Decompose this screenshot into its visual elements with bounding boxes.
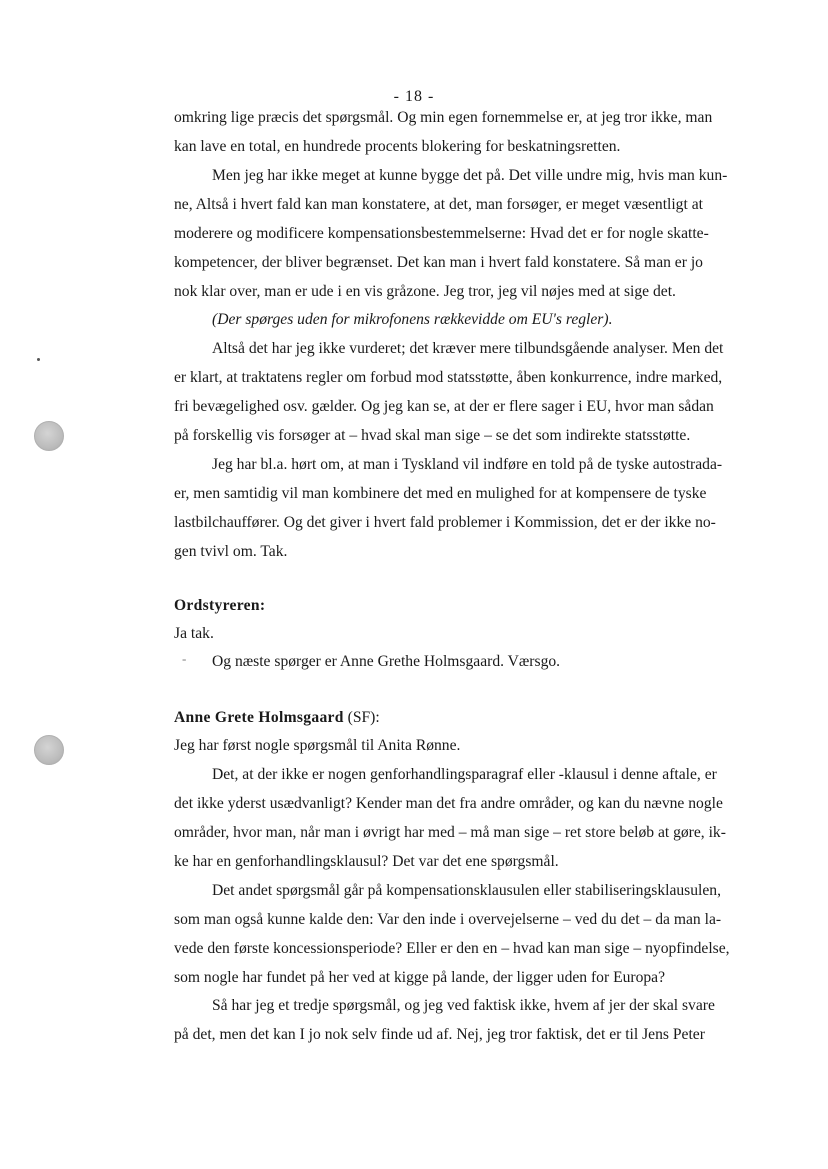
margin-mark: - (182, 651, 187, 666)
speaker-heading (174, 708, 380, 728)
stage-direction: (Der spørges uden for mikrofonens rækkevidde om EU's regler). (212, 311, 613, 328)
text-line: Det, at der ikke er nogen genforhandlingsparagraf eller -klausul i denne aftale, er (212, 766, 717, 783)
text-line: som nogle har fundet på her ved at kigge på lande, der ligger uden for Europa? (174, 969, 666, 986)
text-line: Så har jeg et tredje spørgsmål, og jeg ved faktisk ikke, hvem af jer der skal svare (212, 997, 715, 1014)
text-line: kompetencer, der bliver begrænset. Det kan man i hvert fald konstatere. Så man er jo (174, 254, 703, 271)
text-line: Det andet spørgsmål går på kompensationsklausulen eller stabiliseringsklausulen, (212, 882, 721, 899)
speaker-name: Anne Grete Holmsgaard (174, 709, 344, 726)
text-line: på det, men det kan I jo nok selv finde ud af. Nej, jeg tror faktisk, det er til Jens Peter (174, 1026, 705, 1043)
text-line: Jeg har først nogle spørgsmål til Anita Rønne. (174, 737, 461, 754)
text-line: nok klar over, man er ude i en vis gråzone. Jeg tror, jeg vil nøjes med at sige det. (174, 283, 676, 300)
text-line: er, men samtidig vil man kombinere det med en mulighed for at kompensere de tyske (174, 485, 707, 502)
text-line: Og næste spørger er Anne Grethe Holmsgaard. Værsgo. (212, 653, 561, 670)
text-line: ke har en genforhandlingsklausul? Det var det ene spørgsmål. (174, 853, 559, 870)
scan-speck (37, 358, 40, 361)
page-number: - 18 - (393, 88, 435, 105)
text-line: Ja tak. (174, 625, 214, 642)
text-line: det ikke yderst usædvanligt? Kender man det fra andre områder, og kan du nævne nogle (174, 795, 723, 812)
text-line: fri bevægelighed osv. gælder. Og jeg kan se, at der er flere sager i EU, hvor man sådan (174, 398, 714, 415)
text-line: områder, hvor man, når man i øvrigt har med – må man sige – ret store beløb at gøre, ik- (174, 824, 726, 841)
text-line: Jeg har bl.a. hørt om, at man i Tyskland vil indføre en told på de tyske autostrada- (212, 456, 723, 473)
text-line: Men jeg har ikke meget at kunne bygge det på. Det ville undre mig, hvis man kun- (212, 167, 728, 184)
speaker-party: (SF): (343, 709, 380, 726)
text-line: ne, Altså i hvert fald kan man konstatere, at det, man forsøger, er meget væsentligt at (174, 196, 703, 213)
text-line: på forskellig vis forsøger at – hvad skal man sige – se det som indirekte statsstøtte. (174, 427, 691, 444)
text-line: er klart, at traktatens regler om forbud mod statsstøtte, åben konkurrence, indre marked, (174, 369, 723, 386)
text-line: vede den første koncessionsperiode? Eller er den en – hvad kan man sige – nyopfindelse, (174, 940, 730, 957)
text-line: Altså det har jeg ikke vurderet; det kræver mere tilbundsgående analyser. Men det (212, 340, 724, 357)
text-line: lastbilchauffører. Og det giver i hvert fald problemer i Kommission, det er der ikke no- (174, 514, 716, 531)
text-line: kan lave en total, en hundrede procents blokering for beskatningsretten. (174, 138, 621, 155)
punch-hole-bottom (34, 735, 64, 765)
text-line: moderere og modificere kompensationsbestemmelserne: Hvad det er for nogle skatte- (174, 225, 709, 242)
punch-hole-top (34, 421, 64, 451)
speaker-heading: Ordstyreren: (174, 597, 266, 614)
text-line: gen tvivl om. Tak. (174, 543, 288, 560)
text-line: som man også kunne kalde den: Var den inde i overvejelserne – ved du det – da man la- (174, 911, 722, 928)
text-line: omkring lige præcis det spørgsmål. Og min egen fornemmelse er, at jeg tror ikke, man (174, 109, 713, 126)
